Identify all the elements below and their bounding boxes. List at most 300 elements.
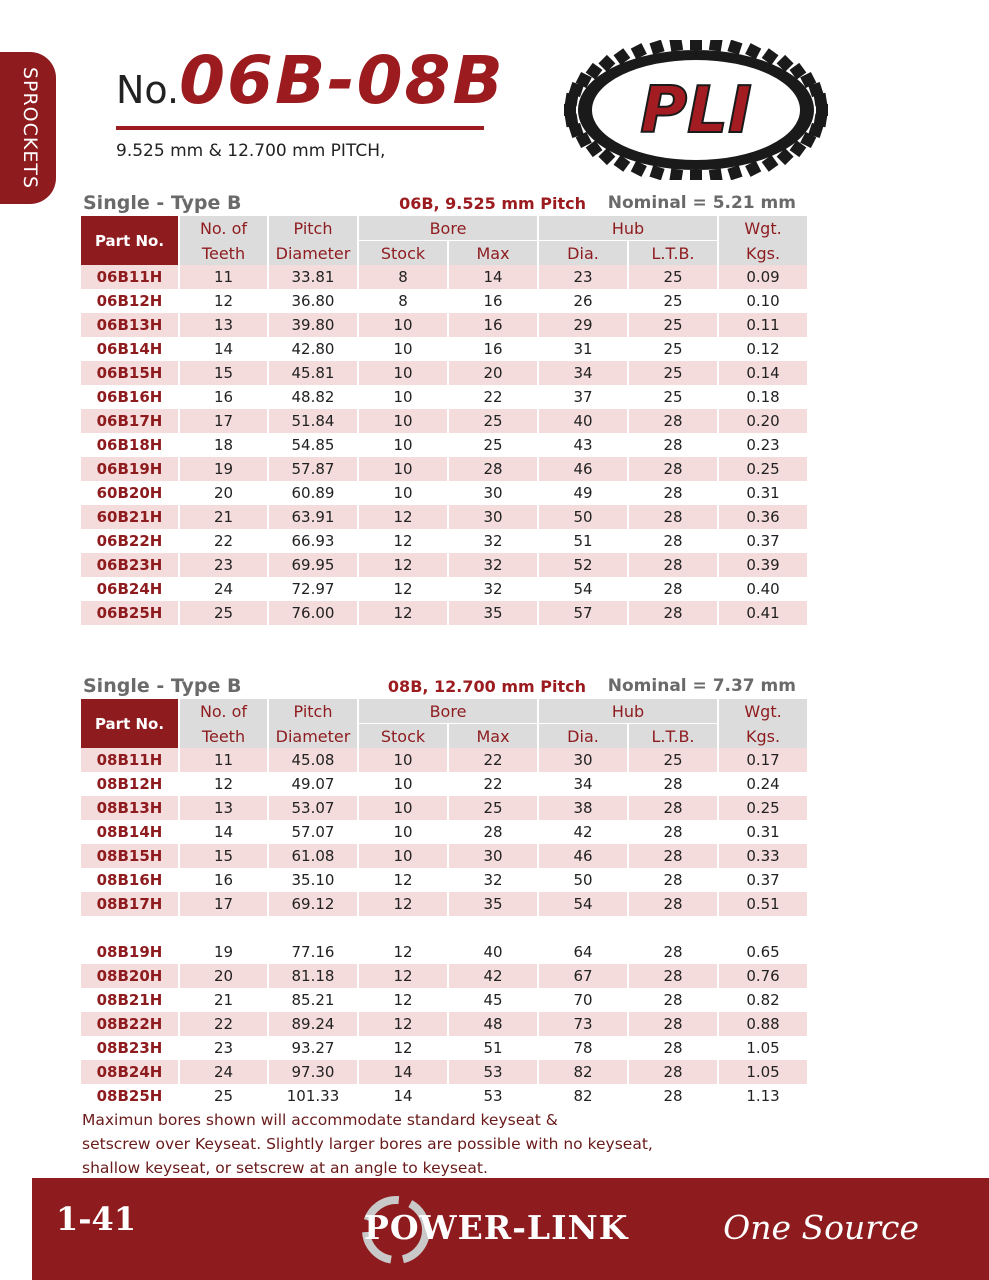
cell-pitch-diameter: 60.89 xyxy=(291,484,335,502)
cell-part-no: 06B22H xyxy=(96,532,163,550)
table-row xyxy=(81,457,807,481)
cell-pitch-diameter: 72.97 xyxy=(291,580,335,598)
header-hub: Hub xyxy=(539,216,717,241)
table-row xyxy=(81,820,807,844)
cell-weight: 0.12 xyxy=(746,340,780,358)
cell-bore-stock: 12 xyxy=(359,601,447,625)
cell-part-no: 08B20H xyxy=(81,964,178,988)
cell-hub-dia: 46 xyxy=(539,457,627,481)
cell-bore-max: 25 xyxy=(449,409,537,433)
cell-teeth: 17 xyxy=(180,409,267,433)
cell-hub-ltb: 28 xyxy=(663,943,683,961)
table-row xyxy=(81,409,807,433)
table-row xyxy=(81,601,807,625)
header-teeth: No. of xyxy=(180,699,267,724)
section-type: Single - Type B xyxy=(83,192,242,214)
cell-weight: 0.11 xyxy=(719,313,807,337)
cell-pitch-diameter: 93.27 xyxy=(291,1039,335,1057)
cell-teeth: 16 xyxy=(213,871,234,889)
cell-hub-dia: 30 xyxy=(539,748,627,772)
cell-part-no: 06B18H xyxy=(96,436,163,454)
cell-hub-ltb: 25 xyxy=(629,748,717,772)
cell-teeth: 23 xyxy=(180,553,267,577)
cell-weight: 0.39 xyxy=(719,553,807,577)
cell-bore-max: 16 xyxy=(449,313,537,337)
cell-bore-stock: 10 xyxy=(393,484,413,502)
cell-teeth: 16 xyxy=(213,388,234,406)
cell-part-no: 06B25H xyxy=(81,601,178,625)
header-wgt: Wgt. xyxy=(719,699,807,724)
cell-weight: 1.05 xyxy=(719,1060,807,1084)
cell-hub-dia: 64 xyxy=(573,943,593,961)
footer-band xyxy=(32,1178,989,1280)
cell-part-no: 08B19H xyxy=(96,943,163,961)
side-tab xyxy=(0,52,56,204)
cell-teeth: 11 xyxy=(180,265,267,289)
sprocket-tooth xyxy=(709,168,723,180)
cell-bore-stock: 12 xyxy=(393,991,413,1009)
table-row xyxy=(81,289,807,313)
cell-bore-max: 32 xyxy=(483,871,503,889)
cell-teeth: 24 xyxy=(180,1060,267,1084)
cell-bore-max: 51 xyxy=(483,1039,503,1057)
cell-pitch-diameter: 48.82 xyxy=(291,388,335,406)
cell-hub-ltb: 28 xyxy=(663,991,683,1009)
cell-bore-stock: 12 xyxy=(393,580,413,598)
cell-pitch-diameter: 45.81 xyxy=(269,361,357,385)
cell-bore-max: 45 xyxy=(483,991,503,1009)
cell-part-no: 06B17H xyxy=(81,409,178,433)
cell-bore-stock: 10 xyxy=(359,409,447,433)
cell-bore-max: 28 xyxy=(449,457,537,481)
sprocket-tooth xyxy=(669,40,683,52)
cell-pitch-diameter: 69.12 xyxy=(269,892,357,916)
slogan: One Source xyxy=(723,1208,919,1247)
cell-hub-ltb: 28 xyxy=(629,892,717,916)
cell-teeth: 19 xyxy=(180,457,267,481)
cell-part-no: 06B16H xyxy=(96,388,163,406)
cell-weight: 0.23 xyxy=(746,436,780,454)
table-row xyxy=(81,577,807,601)
page-title xyxy=(116,42,505,119)
cell-pitch-diameter: 77.16 xyxy=(291,943,335,961)
cell-hub-ltb: 28 xyxy=(663,436,683,454)
cell-weight: 0.33 xyxy=(719,844,807,868)
table-row xyxy=(81,1084,807,1108)
header-pitch-2: Diameter xyxy=(269,241,357,265)
header-pitch-2: Diameter xyxy=(269,724,357,748)
cell-hub-ltb: 28 xyxy=(629,409,717,433)
cell-part-no: 06B11H xyxy=(81,265,178,289)
header-part-no: Part No. xyxy=(81,216,178,265)
cell-hub-ltb: 28 xyxy=(663,871,683,889)
cell-hub-ltb: 28 xyxy=(629,796,717,820)
cell-teeth: 11 xyxy=(180,748,267,772)
section-pitch: 08B, 12.700 mm Pitch xyxy=(387,677,586,696)
cell-hub-dia: 31 xyxy=(573,340,593,358)
cell-hub-dia: 43 xyxy=(573,436,593,454)
cell-part-no: 08B23H xyxy=(96,1039,163,1057)
cell-hub-dia: 42 xyxy=(573,823,593,841)
section-header xyxy=(80,192,800,216)
section-type: Single - Type B xyxy=(83,675,242,697)
cell-pitch-diameter: 45.08 xyxy=(269,748,357,772)
cell-bore-stock: 10 xyxy=(393,775,413,793)
cell-hub-dia: 29 xyxy=(539,313,627,337)
cell-weight: 0.20 xyxy=(719,409,807,433)
cell-pitch-diameter: 61.08 xyxy=(269,844,357,868)
sprocket-tooth xyxy=(814,93,828,107)
cell-part-no: 06B19H xyxy=(81,457,178,481)
cell-teeth: 24 xyxy=(213,580,234,598)
cell-pitch-diameter: 97.30 xyxy=(269,1060,357,1084)
table-row xyxy=(81,505,807,529)
cell-bore-stock: 12 xyxy=(393,1039,413,1057)
cell-weight: 0.41 xyxy=(719,601,807,625)
cell-weight: 1.13 xyxy=(746,1087,780,1105)
cell-teeth: 15 xyxy=(180,361,267,385)
cell-weight: 0.40 xyxy=(746,580,780,598)
cell-bore-max: 28 xyxy=(483,823,503,841)
section-pitch: 06B, 9.525 mm Pitch xyxy=(399,194,586,213)
cell-weight: 0.24 xyxy=(746,775,780,793)
cell-pitch-diameter: 69.95 xyxy=(269,553,357,577)
cell-part-no: 60B20H xyxy=(96,484,163,502)
header-teeth: No. of xyxy=(180,216,267,241)
cell-hub-dia: 38 xyxy=(539,796,627,820)
cell-bore-stock: 12 xyxy=(393,532,413,550)
cell-weight: 0.25 xyxy=(719,796,807,820)
cell-teeth: 17 xyxy=(180,892,267,916)
sprocket-tooth xyxy=(690,170,702,180)
cell-bore-max: 35 xyxy=(449,601,537,625)
cell-weight: 0.25 xyxy=(719,457,807,481)
cell-bore-stock: 10 xyxy=(359,457,447,481)
cell-part-no: 08B11H xyxy=(81,748,178,772)
cell-bore-max: 30 xyxy=(449,844,537,868)
cell-bore-max: 22 xyxy=(483,775,503,793)
cell-hub-dia: 54 xyxy=(539,892,627,916)
cell-pitch-diameter: 76.00 xyxy=(269,601,357,625)
cell-hub-dia: 37 xyxy=(573,388,593,406)
cell-teeth: 12 xyxy=(213,775,234,793)
cell-weight: 0.14 xyxy=(719,361,807,385)
cell-part-no: 08B16H xyxy=(96,871,163,889)
cell-hub-ltb: 28 xyxy=(629,457,717,481)
cell-weight: 0.37 xyxy=(746,871,780,889)
cell-bore-stock: 10 xyxy=(393,436,413,454)
cell-hub-dia: 57 xyxy=(539,601,627,625)
cell-part-no: 06B13H xyxy=(81,313,178,337)
cell-weight: 0.31 xyxy=(746,823,780,841)
cell-hub-dia: 50 xyxy=(573,871,593,889)
cell-bore-stock: 10 xyxy=(359,361,447,385)
cell-weight: 0.36 xyxy=(719,505,807,529)
cell-pitch-diameter: 42.80 xyxy=(291,340,335,358)
cell-part-no: 08B14H xyxy=(96,823,163,841)
cell-pitch-diameter: 66.93 xyxy=(291,532,335,550)
header-ltb: L.T.B. xyxy=(629,241,717,265)
table-row xyxy=(81,772,807,796)
table-row xyxy=(81,940,807,964)
cell-teeth: 12 xyxy=(213,292,234,310)
cell-teeth: 13 xyxy=(180,796,267,820)
title-prefix: No. xyxy=(116,68,180,112)
cell-bore-max: 14 xyxy=(449,265,537,289)
cell-hub-dia: 50 xyxy=(539,505,627,529)
header-teeth-2: Teeth xyxy=(180,724,267,748)
cell-hub-dia: 26 xyxy=(573,292,593,310)
cell-hub-ltb: 28 xyxy=(629,844,717,868)
cell-pitch-diameter: 33.81 xyxy=(269,265,357,289)
cell-pitch-diameter: 51.84 xyxy=(269,409,357,433)
cell-bore-stock: 8 xyxy=(398,292,408,310)
cell-hub-ltb: 28 xyxy=(629,553,717,577)
cell-bore-stock: 12 xyxy=(359,892,447,916)
cell-bore-stock: 12 xyxy=(359,505,447,529)
cell-part-no: 08B22H xyxy=(81,1012,178,1036)
cell-hub-ltb: 28 xyxy=(629,601,717,625)
title-code: 06B-08B xyxy=(179,42,505,119)
cell-pitch-diameter: 57.87 xyxy=(269,457,357,481)
cell-bore-stock: 12 xyxy=(359,553,447,577)
header-stock: Stock xyxy=(359,724,447,748)
cell-teeth: 21 xyxy=(213,991,234,1009)
table-row xyxy=(81,796,807,820)
cell-weight: 0.18 xyxy=(746,388,780,406)
cell-teeth: 13 xyxy=(180,313,267,337)
cell-bore-max: 53 xyxy=(483,1087,503,1105)
cell-hub-ltb: 28 xyxy=(629,505,717,529)
cell-hub-ltb: 28 xyxy=(663,580,683,598)
cell-hub-dia: 73 xyxy=(539,1012,627,1036)
table-row xyxy=(81,964,807,988)
cell-hub-ltb: 28 xyxy=(663,775,683,793)
table-row xyxy=(81,337,807,361)
cell-hub-dia: 78 xyxy=(573,1039,593,1057)
cell-bore-stock: 10 xyxy=(359,796,447,820)
cell-weight: 0.76 xyxy=(719,964,807,988)
cell-pitch-diameter: 54.85 xyxy=(291,436,335,454)
header-dia: Dia. xyxy=(539,724,627,748)
note-line: shallow keyseat, or setscrew at an angle to keyseat. xyxy=(82,1159,488,1177)
cell-bore-max: 25 xyxy=(483,436,503,454)
cell-pitch-diameter: 36.80 xyxy=(291,292,335,310)
cell-pitch-diameter: 53.07 xyxy=(269,796,357,820)
spec-table-08b xyxy=(79,699,809,1108)
sprocket-tooth xyxy=(709,40,723,52)
cell-part-no: 08B12H xyxy=(96,775,163,793)
cell-bore-stock: 10 xyxy=(393,340,413,358)
header-pitch: Pitch xyxy=(269,699,357,724)
cell-pitch-diameter: 35.10 xyxy=(291,871,335,889)
cell-bore-max: 40 xyxy=(483,943,503,961)
cell-bore-stock: 12 xyxy=(359,1012,447,1036)
cell-part-no: 08B25H xyxy=(96,1087,163,1105)
cell-part-no: 06B23H xyxy=(81,553,178,577)
header-ltb: L.T.B. xyxy=(629,724,717,748)
cell-teeth: 22 xyxy=(213,532,234,550)
section-nominal: Nominal = 5.21 mm xyxy=(607,193,796,213)
table-row xyxy=(81,748,807,772)
table-row xyxy=(81,1060,807,1084)
cell-teeth: 18 xyxy=(213,436,234,454)
section-nominal: Nominal = 7.37 mm xyxy=(607,676,796,696)
cell-bore-stock: 10 xyxy=(393,388,413,406)
section-header xyxy=(80,675,800,699)
cell-teeth: 15 xyxy=(180,844,267,868)
cell-hub-dia: 23 xyxy=(539,265,627,289)
cell-bore-stock: 14 xyxy=(359,1060,447,1084)
cell-weight: 0.09 xyxy=(719,265,807,289)
cell-bore-max: 22 xyxy=(483,388,503,406)
cell-bore-max: 53 xyxy=(449,1060,537,1084)
header-kgs: Kgs. xyxy=(719,724,807,748)
cell-bore-max: 32 xyxy=(483,580,503,598)
cell-hub-ltb: 28 xyxy=(663,484,683,502)
table-row xyxy=(81,553,807,577)
cell-bore-max: 32 xyxy=(483,532,503,550)
cell-pitch-diameter: 101.33 xyxy=(286,1087,340,1105)
cell-part-no: 06B14H xyxy=(96,340,163,358)
cell-weight: 0.65 xyxy=(746,943,780,961)
spacer-row xyxy=(81,916,807,940)
cell-hub-dia: 46 xyxy=(539,844,627,868)
cell-weight: 0.10 xyxy=(746,292,780,310)
cell-teeth: 14 xyxy=(213,823,234,841)
cell-part-no: 08B13H xyxy=(81,796,178,820)
cell-bore-max: 16 xyxy=(483,292,503,310)
cell-hub-dia: 52 xyxy=(539,553,627,577)
cell-hub-dia: 54 xyxy=(573,580,593,598)
cell-bore-max: 25 xyxy=(449,796,537,820)
title-rule xyxy=(116,126,484,130)
table-row xyxy=(81,433,807,457)
cell-teeth: 20 xyxy=(213,484,234,502)
cell-hub-ltb: 28 xyxy=(629,964,717,988)
header-hub: Hub xyxy=(539,699,717,724)
cell-hub-ltb: 25 xyxy=(663,292,683,310)
cell-hub-ltb: 28 xyxy=(663,823,683,841)
cell-bore-max: 35 xyxy=(449,892,537,916)
cell-bore-stock: 10 xyxy=(359,844,447,868)
table-row xyxy=(81,892,807,916)
table-row xyxy=(81,481,807,505)
cell-weight: 1.05 xyxy=(746,1039,780,1057)
cell-teeth: 14 xyxy=(213,340,234,358)
cell-weight: 0.17 xyxy=(719,748,807,772)
cell-bore-max: 32 xyxy=(449,553,537,577)
cell-hub-ltb: 28 xyxy=(629,1060,717,1084)
cell-bore-stock: 14 xyxy=(393,1087,413,1105)
cell-weight: 0.82 xyxy=(746,991,780,1009)
cell-teeth: 19 xyxy=(213,943,234,961)
note-line: setscrew over Keyseat. Slightly larger bores are possible with no keyseat, xyxy=(82,1135,653,1153)
cell-hub-dia: 82 xyxy=(539,1060,627,1084)
cell-pitch-diameter: 39.80 xyxy=(269,313,357,337)
cell-weight: 0.37 xyxy=(746,532,780,550)
cell-teeth: 25 xyxy=(180,601,267,625)
cell-pitch-diameter: 81.18 xyxy=(269,964,357,988)
header-teeth-2: Teeth xyxy=(180,241,267,265)
cell-hub-dia: 40 xyxy=(539,409,627,433)
cell-part-no: 08B24H xyxy=(81,1060,178,1084)
cell-hub-dia: 34 xyxy=(539,361,627,385)
logo-text: PLI xyxy=(640,74,752,148)
table-row xyxy=(81,313,807,337)
cell-hub-ltb: 28 xyxy=(663,1039,683,1057)
cell-hub-ltb: 25 xyxy=(663,388,683,406)
brand-name: POWER-LINK xyxy=(364,1208,629,1247)
table-section-08b xyxy=(80,675,800,1108)
cell-weight: 0.88 xyxy=(719,1012,807,1036)
table-row xyxy=(81,361,807,385)
cell-bore-max: 20 xyxy=(449,361,537,385)
table-row xyxy=(81,385,807,409)
header-stock: Stock xyxy=(359,241,447,265)
cell-weight: 0.51 xyxy=(719,892,807,916)
cell-hub-dia: 82 xyxy=(573,1087,593,1105)
cell-pitch-diameter: 85.21 xyxy=(291,991,335,1009)
cell-bore-stock: 12 xyxy=(393,943,413,961)
cell-hub-ltb: 25 xyxy=(629,361,717,385)
cell-pitch-diameter: 89.24 xyxy=(269,1012,357,1036)
cell-part-no: 60B21H xyxy=(81,505,178,529)
cell-pitch-diameter: 63.91 xyxy=(269,505,357,529)
cell-bore-stock: 10 xyxy=(359,313,447,337)
header-bore: Bore xyxy=(359,216,537,241)
spec-table-06b xyxy=(79,216,809,625)
cell-teeth: 20 xyxy=(180,964,267,988)
header-part-no: Part No. xyxy=(81,699,178,748)
sprocket-tooth xyxy=(669,168,683,180)
table-row xyxy=(81,529,807,553)
cell-bore-stock: 12 xyxy=(359,964,447,988)
table-row xyxy=(81,988,807,1012)
header-max: Max xyxy=(449,241,537,265)
cell-part-no: 08B21H xyxy=(96,991,163,1009)
cell-bore-max: 42 xyxy=(449,964,537,988)
cell-hub-ltb: 25 xyxy=(663,340,683,358)
pli-sprocket-logo xyxy=(562,40,830,180)
cell-bore-stock: 10 xyxy=(359,748,447,772)
cell-part-no: 06B15H xyxy=(81,361,178,385)
note-line: Maximun bores shown will accommodate standard keyseat & xyxy=(82,1111,558,1129)
cell-hub-ltb: 28 xyxy=(663,532,683,550)
subtitle: 9.525 mm & 12.700 mm PITCH, xyxy=(116,141,386,161)
header-pitch: Pitch xyxy=(269,216,357,241)
cell-teeth: 23 xyxy=(213,1039,234,1057)
cell-teeth: 21 xyxy=(180,505,267,529)
cell-hub-dia: 51 xyxy=(573,532,593,550)
cell-hub-ltb: 25 xyxy=(629,313,717,337)
cell-teeth: 25 xyxy=(213,1087,234,1105)
cell-part-no: 06B24H xyxy=(96,580,163,598)
header-max: Max xyxy=(449,724,537,748)
cell-part-no: 08B15H xyxy=(81,844,178,868)
cell-hub-dia: 70 xyxy=(573,991,593,1009)
cell-pitch-diameter: 49.07 xyxy=(291,775,335,793)
bore-note xyxy=(82,1108,702,1180)
cell-bore-max: 16 xyxy=(483,340,503,358)
cell-bore-max: 22 xyxy=(449,748,537,772)
side-tab-label: SPROCKETS xyxy=(19,66,41,190)
header-bore: Bore xyxy=(359,699,537,724)
cell-hub-dia: 67 xyxy=(539,964,627,988)
header-wgt: Wgt. xyxy=(719,216,807,241)
cell-bore-stock: 12 xyxy=(393,871,413,889)
header-dia: Dia. xyxy=(539,241,627,265)
